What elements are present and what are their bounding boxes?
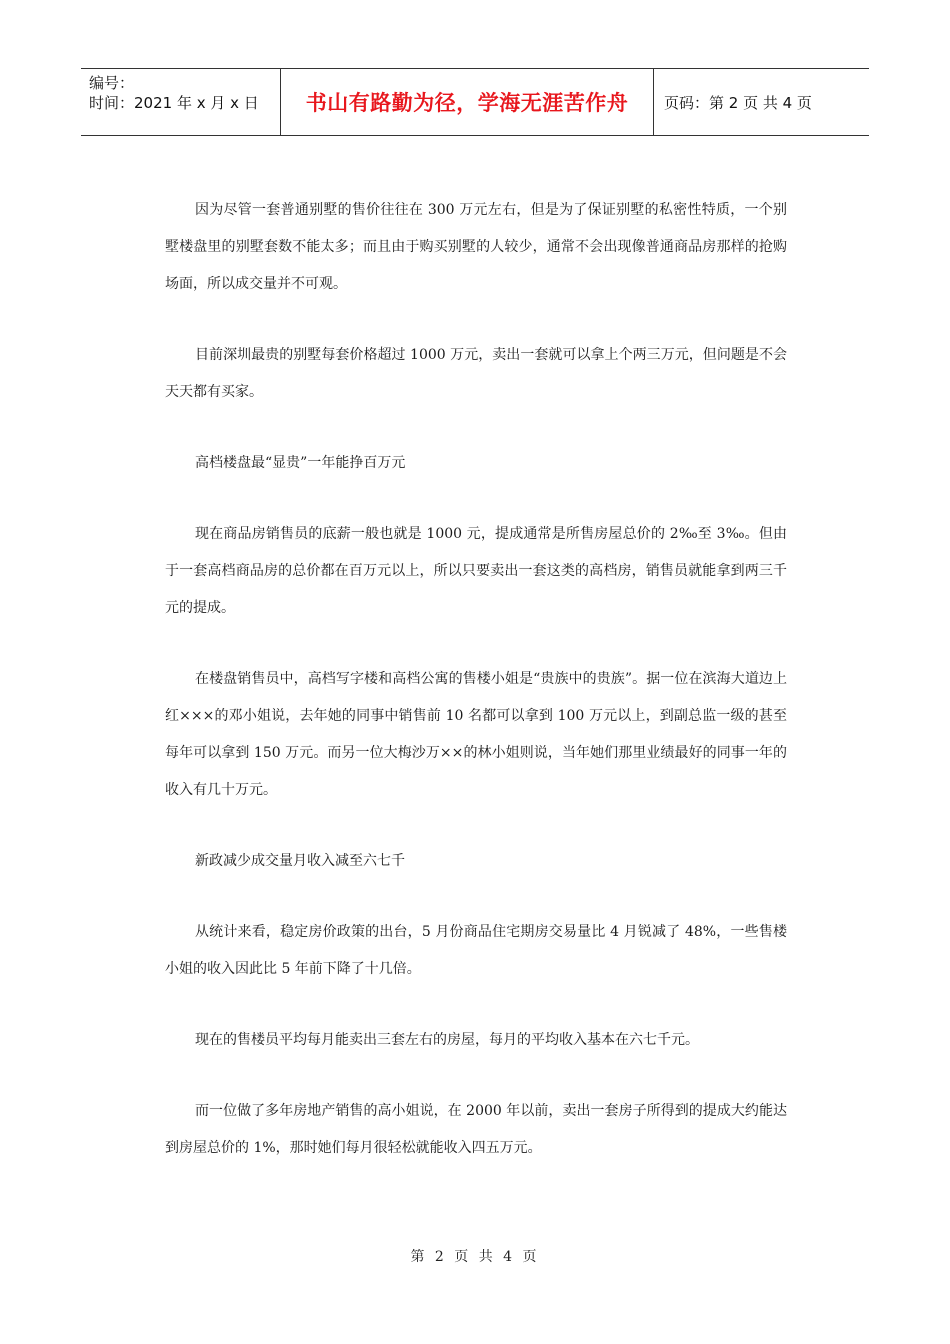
paragraph: 目前深圳最贵的别墅每套价格超过 1000 万元，卖出一套就可以拿上个两三万元，但问题是不会天天都有买家。 — [165, 347, 787, 400]
section-heading: 新政减少成交量月收入减至六七千 — [195, 853, 405, 869]
header-number-label: 编号： — [89, 74, 135, 92]
header-motto: 书山有路勤为径，学海无涯苦作舟 — [281, 69, 654, 135]
header-time-label: 时间：2021 年 x 月 x 日 — [89, 94, 259, 112]
paragraph: 从统计来看，稳定房价政策的出台，5 月份商品住宅期房交易量比 4 月锐减了 48%，一些售楼小姐的收入因此比 5 年前下降了十几倍。 — [165, 924, 787, 977]
page-footer: 第 2 页 共 4 页 — [410, 1249, 540, 1265]
document-body — [165, 192, 787, 1201]
paragraph: 现在的售楼员平均每月能卖出三套左右的房屋，每月的平均收入基本在六七千元。 — [195, 1032, 699, 1048]
paragraph: 现在商品房销售员的底薪一般也就是 1000 元，提成通常是所售房屋总价的 2‰至 3‰。但由于一套高档商品房的总价都在百万元以上，所以只要卖出一套这类的高档房，销售员就能拿到两三千元的提成。 — [165, 526, 787, 616]
paragraph: 而一位做了多年房地产销售的高小姐说，在 2000 年以前，卖出一套房子所得到的提成大约能达到房屋总价的 1%，那时她们每月很轻松就能收入四五万元。 — [165, 1103, 787, 1156]
paragraph: 在楼盘销售员中，高档写字楼和高档公寓的售楼小姐是“贵族中的贵族”。据一位在滨海大道边上红×××的邓小姐说，去年她的同事中销售前 10 名都可以拿到 100 万元以上，到副总监一级的甚至每年可以拿到 150 万元。而另一位大梅沙万××的林小姐则说，当年她们那里业绩最好的同事一年的收入有几十万元。 — [165, 671, 787, 798]
header-page-info: 页码：第 2 页 共 4 页 — [664, 93, 812, 112]
section-heading: 高档楼盘最“显贵”一年能挣百万元 — [195, 455, 406, 471]
document-header — [81, 68, 869, 136]
header-meta — [81, 69, 281, 135]
paragraph: 因为尽管一套普通别墅的售价往往在 300 万元左右，但是为了保证别墅的私密性特质，一个别墅楼盘里的别墅套数不能太多；而且由于购买别墅的人较少，通常不会出现像普通商品房那样的抢购场面，所以成交量并不可观。 — [165, 202, 787, 292]
